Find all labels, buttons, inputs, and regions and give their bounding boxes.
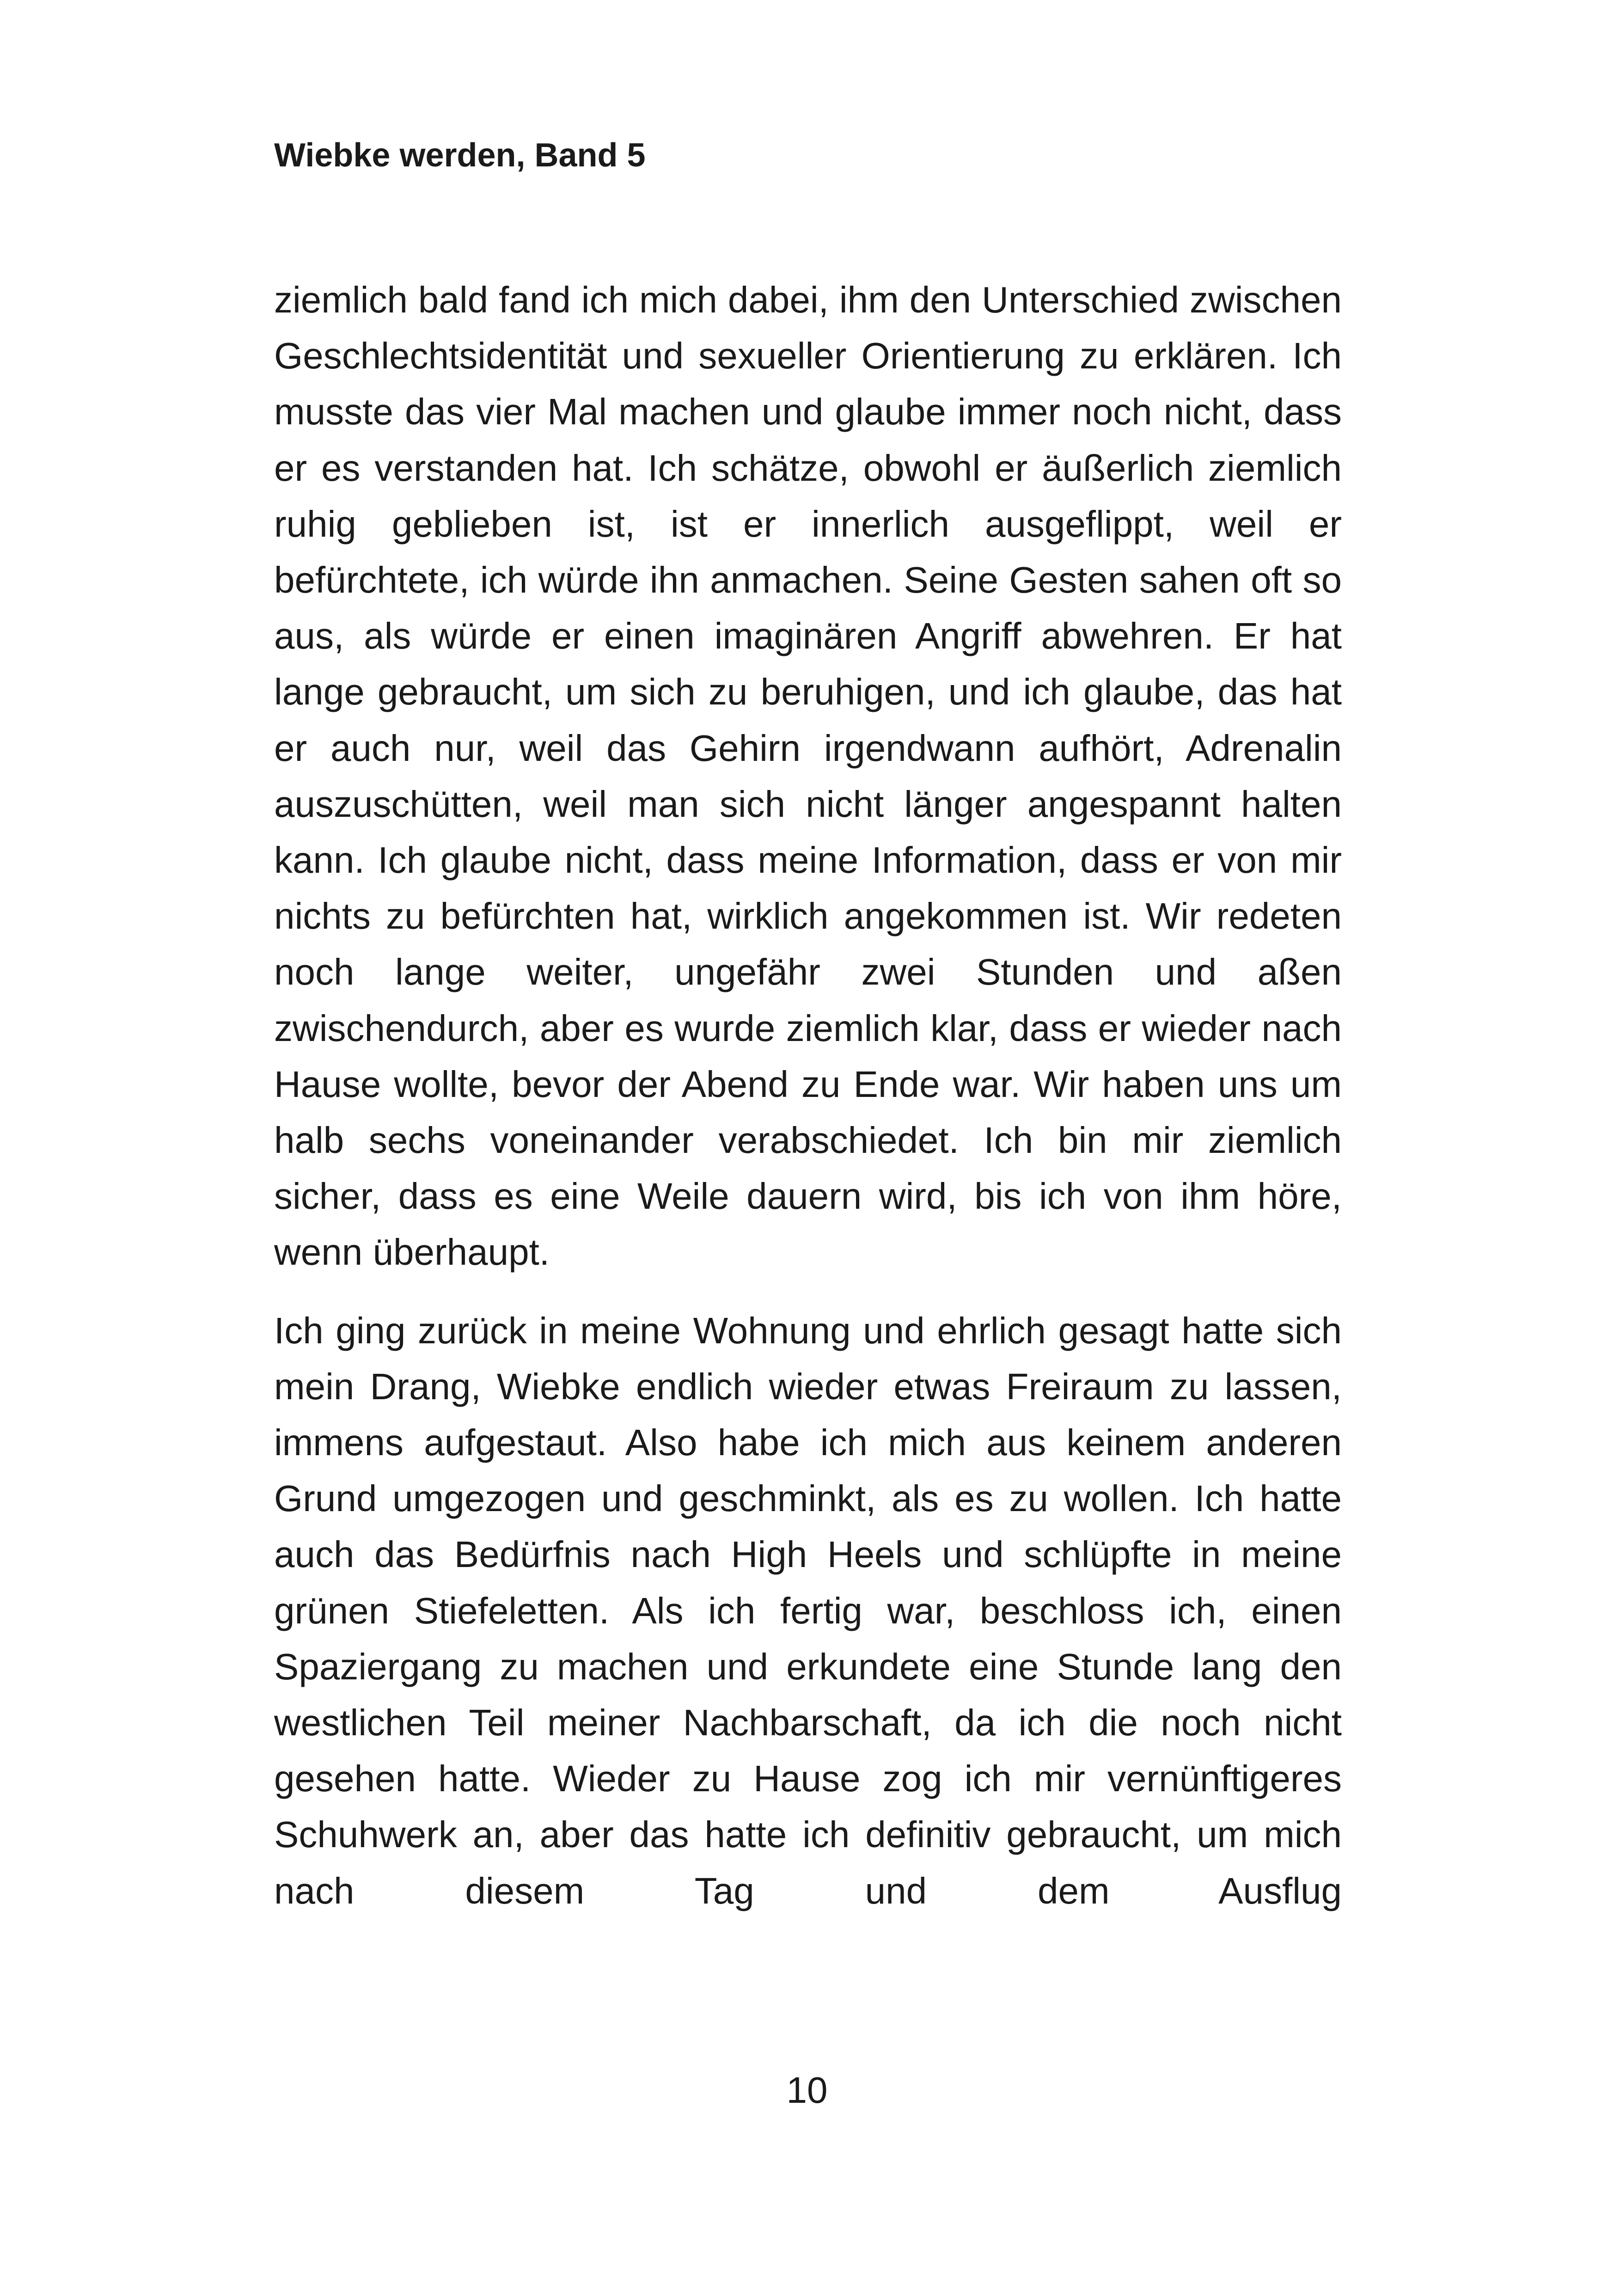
page-number: 10 <box>786 2069 828 2111</box>
paragraph: Ich ging zurück in meine Wohnung und ehrlich gesagt hatte sich mein Drang, Wiebke endlich wieder etwas Freiraum zu lassen, immens aufgestaut. Also habe ich mich aus keinem anderen Grund umgezogen und geschminkt, als es zu wollen. Ich hatte auch das Bedürfnis nach High Heels und schlüpfte in meine grünen Stiefeletten. Als ich fertig war, beschloss ich, einen Spaziergang zu machen und erkundete eine Stunde lang den westlichen Teil meiner Nachbarschaft, da ich die noch nicht gesehen hatte. Wieder zu Hause zog ich mir vernünftigeres Schuhwerk an, aber das hatte ich definitiv gebraucht, um mich nach diesem Tag und dem Ausflug <box>274 1310 1342 1911</box>
paragraph: ziemlich bald fand ich mich dabei, ihm den Unterschied zwischen Geschlechtsidentität und sexueller Orientierung zu erklären. Ich musste das vier Mal machen und glaube immer noch nicht, dass er es verstanden hat. Ich schätze, obwohl er äußerlich ziemlich ruhig geblieben ist, ist er innerlich ausgeflippt, weil er befürchtete, ich würde ihn anmachen. Seine Gesten sahen oft so aus, als würde er einen imaginären Angriff abwehren. Er hat lange gebraucht, um sich zu beruhigen, und ich glaube, das hat er auch nur, weil das Gehirn irgendwann aufhört, Adrenalin auszuschütten, weil man sich nicht länger angespannt halten kann. Ich glaube nicht, dass meine Information, dass er von mir nichts zu befürchten hat, wirklich angekommen ist. Wir redeten noch lange weiter, ungefähr zwei Stunden und aßen zwischendurch, aber es wurde ziemlich klar, dass er wieder nach Hause wollte, bevor der Abend zu Ende war. Wir haben uns um halb sechs voneinander verabschiedet. Ich bin mir ziemlich sicher, dass es eine Weile dauern wird, bis ich von ihm höre, wenn überhaupt. <box>274 279 1342 1273</box>
running-header: Wiebke werden, Band 5 <box>274 137 646 174</box>
body-text <box>274 272 1342 1919</box>
